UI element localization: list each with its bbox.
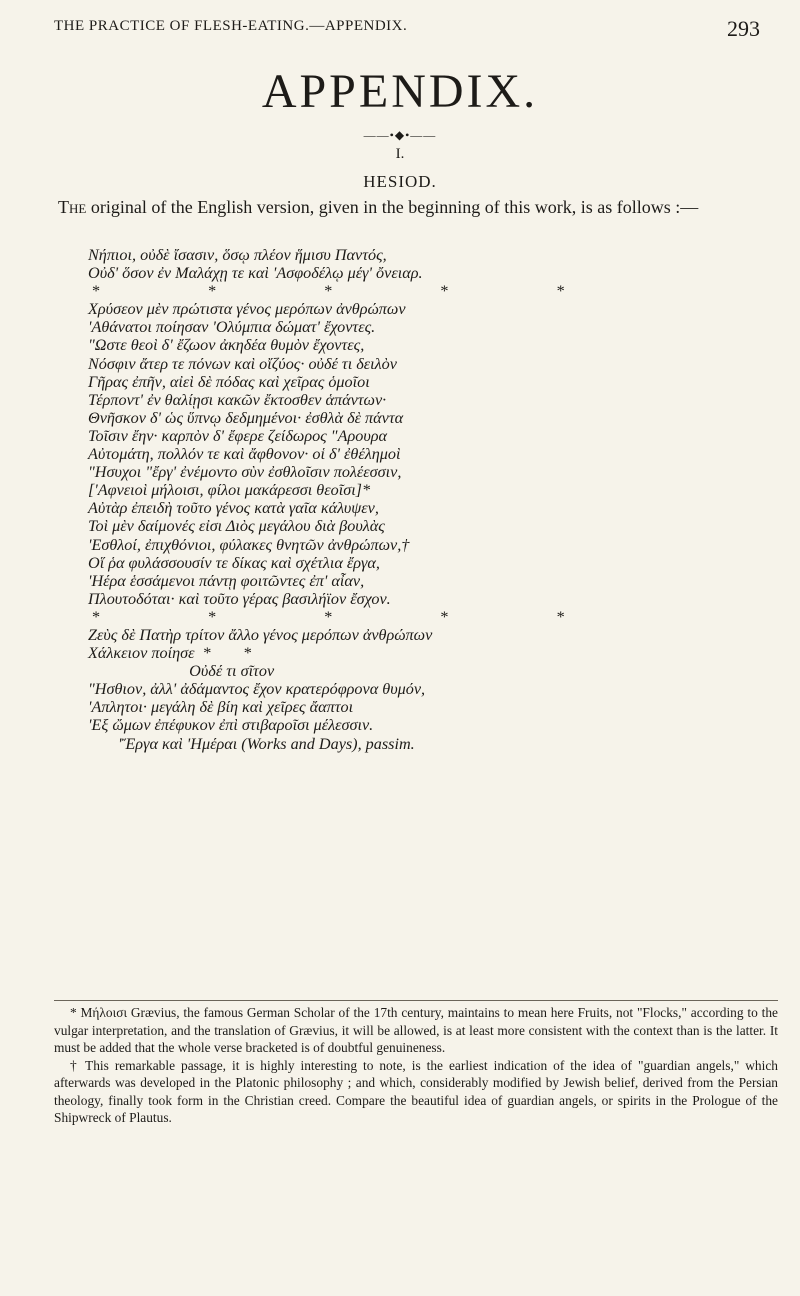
footnote-rule <box>54 1000 778 1001</box>
verse-line: Οὐδέ τι σῖτον <box>88 662 275 681</box>
ornament-divider: ——•◆•—— <box>363 128 437 142</box>
footnote: * Μήλοισι Grævius, the famous German Scholar of the 17th century, maintains to mean here Fruits, not "Flocks," according to the vulgar interpretation, and the translation of Grævius, it will be allowed, is at least more consistent with the context than is the latter. It must be added that the whole verse bracketed is of doubtful genuineness. <box>54 1005 778 1055</box>
verse-line: Οὐδ' ὅσον ἐν Μαλάχῃ τε καὶ 'Ασφοδέλῳ μέγ' ὄνειαρ. <box>88 264 423 283</box>
verse-citation: 'Ἔργα καὶ 'Ημέραι (Works and Days), passim. <box>118 734 415 753</box>
footnote: † This remarkable passage, it is highly interesting to note, is the earliest indication of the idea of "guardian angels," which afterwards was developed in the Platonic philosophy ; and which, considerably modified by Jewish belief, derived from the Persian theology, finally took form in the Christian creed. Compare the beautiful idea of guardian angels, or spirits in the Prologue of the Shipwreck of Plautus. <box>54 1057 778 1125</box>
verse-line: 'Εσθλοί, ἐπιχθόνιοι, φύλακες θνητῶν ἀνθρώπων,† <box>88 535 410 554</box>
verse-line: Τέρποντ' ἐν θαλίῃσι κακῶν ἔκτοσθεν ἁπάντων· <box>88 390 387 409</box>
verse-line: Αὐτομάτη, πολλόν τε καὶ ἄφθονον· οἱ δ' ἐθέλημοὶ <box>88 445 401 464</box>
verse-line: Χάλκειον ποίησε * * <box>88 644 252 663</box>
section-title: HESIOD. <box>363 172 437 191</box>
page-number: 293 <box>727 16 760 41</box>
verse-line: Ζεὺς δὲ Πατὴρ τρίτον ἄλλο γένος μερόπων ἀνθρώπων <box>88 625 433 644</box>
verse-line: Νόσφιν ἄτερ τε πόνων καὶ οἴζύος· οὐδέ τι δειλὸν <box>88 354 397 373</box>
verse-line: 'Απλητοι· μεγάλη δὲ βίη καὶ χεῖρες ἄαπτοι <box>88 698 354 717</box>
running-head <box>54 16 760 40</box>
verse-ellipsis: * * * * * <box>92 607 617 626</box>
verse-line: Οἵ ῥα φυλάσσουσίν τε δίκας καὶ σχέτλια ἔργα, <box>88 553 380 572</box>
verse-line: Νήπιοι, οὐδὲ ἴσασιν, ὅσῳ πλέον ἥμισυ Παντός, <box>88 246 387 264</box>
verse-line: 'Αθάνατοι ποίησαν 'Ολύμπια δώματ' ἔχοντες. <box>88 318 376 337</box>
verse-line: 'Εξ ὤμων ἐπέφυκον ἐπὶ στιβαροῖσι μέλεσσιν. <box>88 716 374 735</box>
verse-line: Πλουτοδόται· καὶ τοῦτο γέρας βασιλήϊον ἔσχον. <box>88 589 391 608</box>
verse-line: "Ωστε θεοὶ δ' ἔζωον ἀκηδέα θυμὸν ἔχοντες, <box>88 336 365 355</box>
verse-line: Θνῆσκον δ' ὡς ὕπνῳ δεδμημένοι· ἐσθλὰ δὲ πάντα <box>88 408 404 427</box>
appendix-heading: APPENDIX. <box>261 65 539 118</box>
section-number: I. <box>395 146 405 162</box>
greek-verse-block <box>88 246 778 753</box>
intro-text: original of the English version, given in the beginning of this work, is as follows :— <box>86 197 699 217</box>
verse-line: 'Ηέρα ἑσσάμενοι πάντῃ φοιτῶντες ἐπ' αἶαν, <box>88 571 365 590</box>
verse-line: Αὐτὰρ ἐπειδὴ τοῦτο γένος κατὰ γαῖα κάλυψεν, <box>88 499 379 518</box>
running-title: THE PRACTICE OF FLESH-EATING.—APPENDIX. <box>54 18 408 34</box>
verse-line: Τοῖσιν ἔην· καρπὸν δ' ἔφερε ζείδωρος "Αρουρα <box>88 426 388 445</box>
verse-ellipsis: * * * * * <box>92 282 617 301</box>
verse-line: "Ησυχοι "ἔργ' ἐνέμοντο σὺν ἐσθλοῖσιν πολέεσσιν, <box>88 463 402 482</box>
verse-line: "Ησθιον, ἀλλ' ἀδάμαντος ἔχον κρατερόφρονα θυμόν, <box>88 680 426 699</box>
footnotes <box>54 1004 778 1127</box>
intro-lead-word: The <box>58 197 87 217</box>
verse-line: Χρύσεον μὲν πρώτιστα γένος μερόπων ἀνθρώπων <box>88 300 406 319</box>
verse-line: Τοὶ μὲν δαίμονές εἰσι Διὸς μεγάλου διὰ βουλὰς <box>88 517 385 536</box>
verse-line-bracketed: ['Αφνειοὶ μήλοισι, φίλοι μακάρεσσι θεοῖσι]* <box>88 481 371 500</box>
verse-line: Γῆρας ἐπῆν, αἰεὶ δὲ πόδας καὶ χεῖρας ὁμοῖοι <box>88 372 370 391</box>
intro-paragraph <box>58 196 778 218</box>
